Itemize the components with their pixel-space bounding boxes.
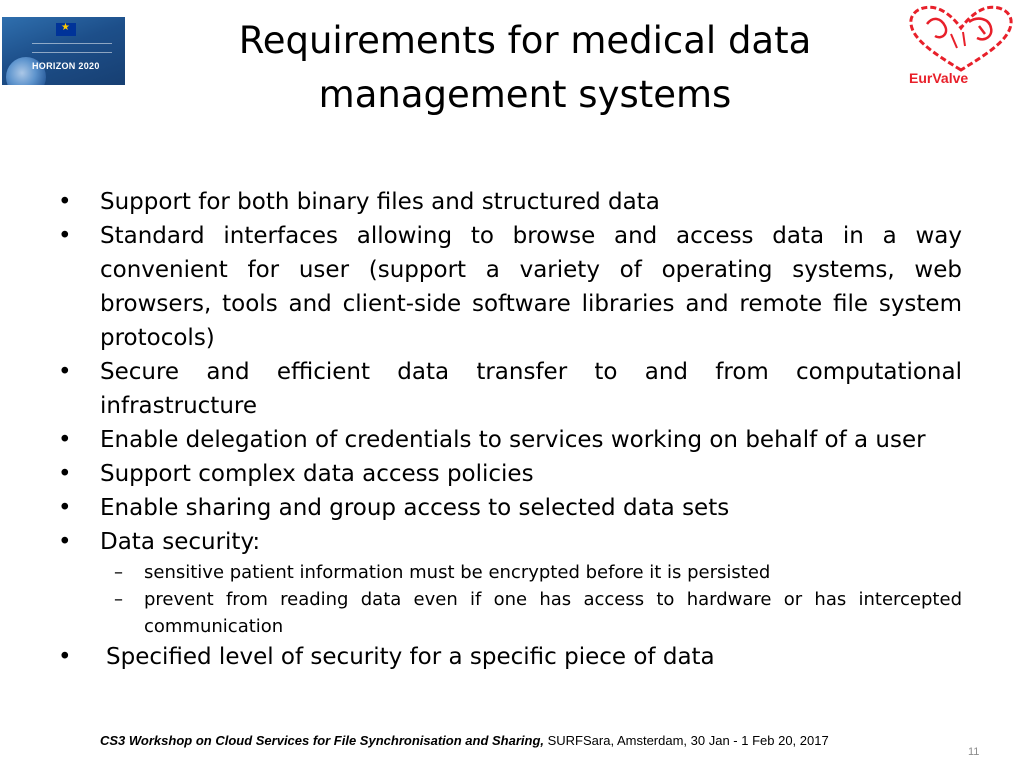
heart-icon <box>905 4 1017 74</box>
list-item <box>58 525 962 559</box>
bullet-text: Standard interfaces allowing to browse and access data in a way convenient for user (support a variety of operating systems, web browsers, tools and client-side software libraries and remote file system protocols) <box>100 223 962 351</box>
sub-bullet-text: sensitive patient information must be encrypted before it is persisted <box>144 562 771 583</box>
sub-bullet-text: prevent from reading data even if one has access to hardware or has intercepted communication <box>144 589 962 637</box>
list-item <box>58 355 962 423</box>
horizon-2020-logo <box>2 17 125 85</box>
bullet-text: Enable delegation of credentials to services working on behalf of a user <box>100 427 926 453</box>
bullet-mark: • <box>58 461 72 487</box>
dash-mark: – <box>114 589 123 610</box>
list-item <box>58 185 962 219</box>
bullet-mark: • <box>58 495 72 521</box>
list-item <box>58 219 962 355</box>
page-number: 11 <box>968 746 980 758</box>
footer-location-date: SURFSara, Amsterdam, 30 Jan - 1 Feb 20, 2017 <box>544 733 829 748</box>
bullet-mark: • <box>58 644 72 670</box>
bullet-text: Data security: <box>100 529 261 555</box>
horizon-2020-label: HORIZON 2020 <box>32 61 100 71</box>
bullet-mark: • <box>58 529 72 555</box>
eurvalve-label: EurValve <box>909 70 969 86</box>
bullet-text: Enable sharing and group access to selected data sets <box>100 495 730 521</box>
sub-list-item <box>114 559 962 586</box>
list-item <box>58 423 962 457</box>
bullet-text: Support for both binary files and structured data <box>100 189 660 215</box>
slide-title <box>200 14 850 122</box>
list-item <box>58 491 962 525</box>
logo-subtitle-lines <box>32 43 112 53</box>
footer-event-name: CS3 Workshop on Cloud Services for File Synchronisation and Sharing, <box>100 733 544 748</box>
list-item <box>58 640 962 674</box>
sub-bullet-list <box>58 559 962 640</box>
bullet-text: Specified level of security for a specific piece of data <box>106 644 715 670</box>
bullet-text: Secure and efficient data transfer to and from computational infrastructure <box>100 359 962 419</box>
dash-mark: – <box>114 562 123 583</box>
footer <box>100 733 920 748</box>
eurvalve-logo <box>905 4 1017 96</box>
bullet-mark: • <box>58 189 72 215</box>
slide-title-line-2: management systems <box>318 73 732 116</box>
bullet-mark: • <box>58 359 72 385</box>
bullet-list <box>58 185 962 674</box>
bullet-mark: • <box>58 427 72 453</box>
slide-title-line-1: Requirements for medical data <box>238 19 812 62</box>
sub-list-item <box>114 586 962 640</box>
eu-flag-icon <box>56 23 76 36</box>
bullet-text: Support complex data access policies <box>100 461 534 487</box>
list-item <box>58 457 962 491</box>
bullet-mark: • <box>58 223 72 249</box>
